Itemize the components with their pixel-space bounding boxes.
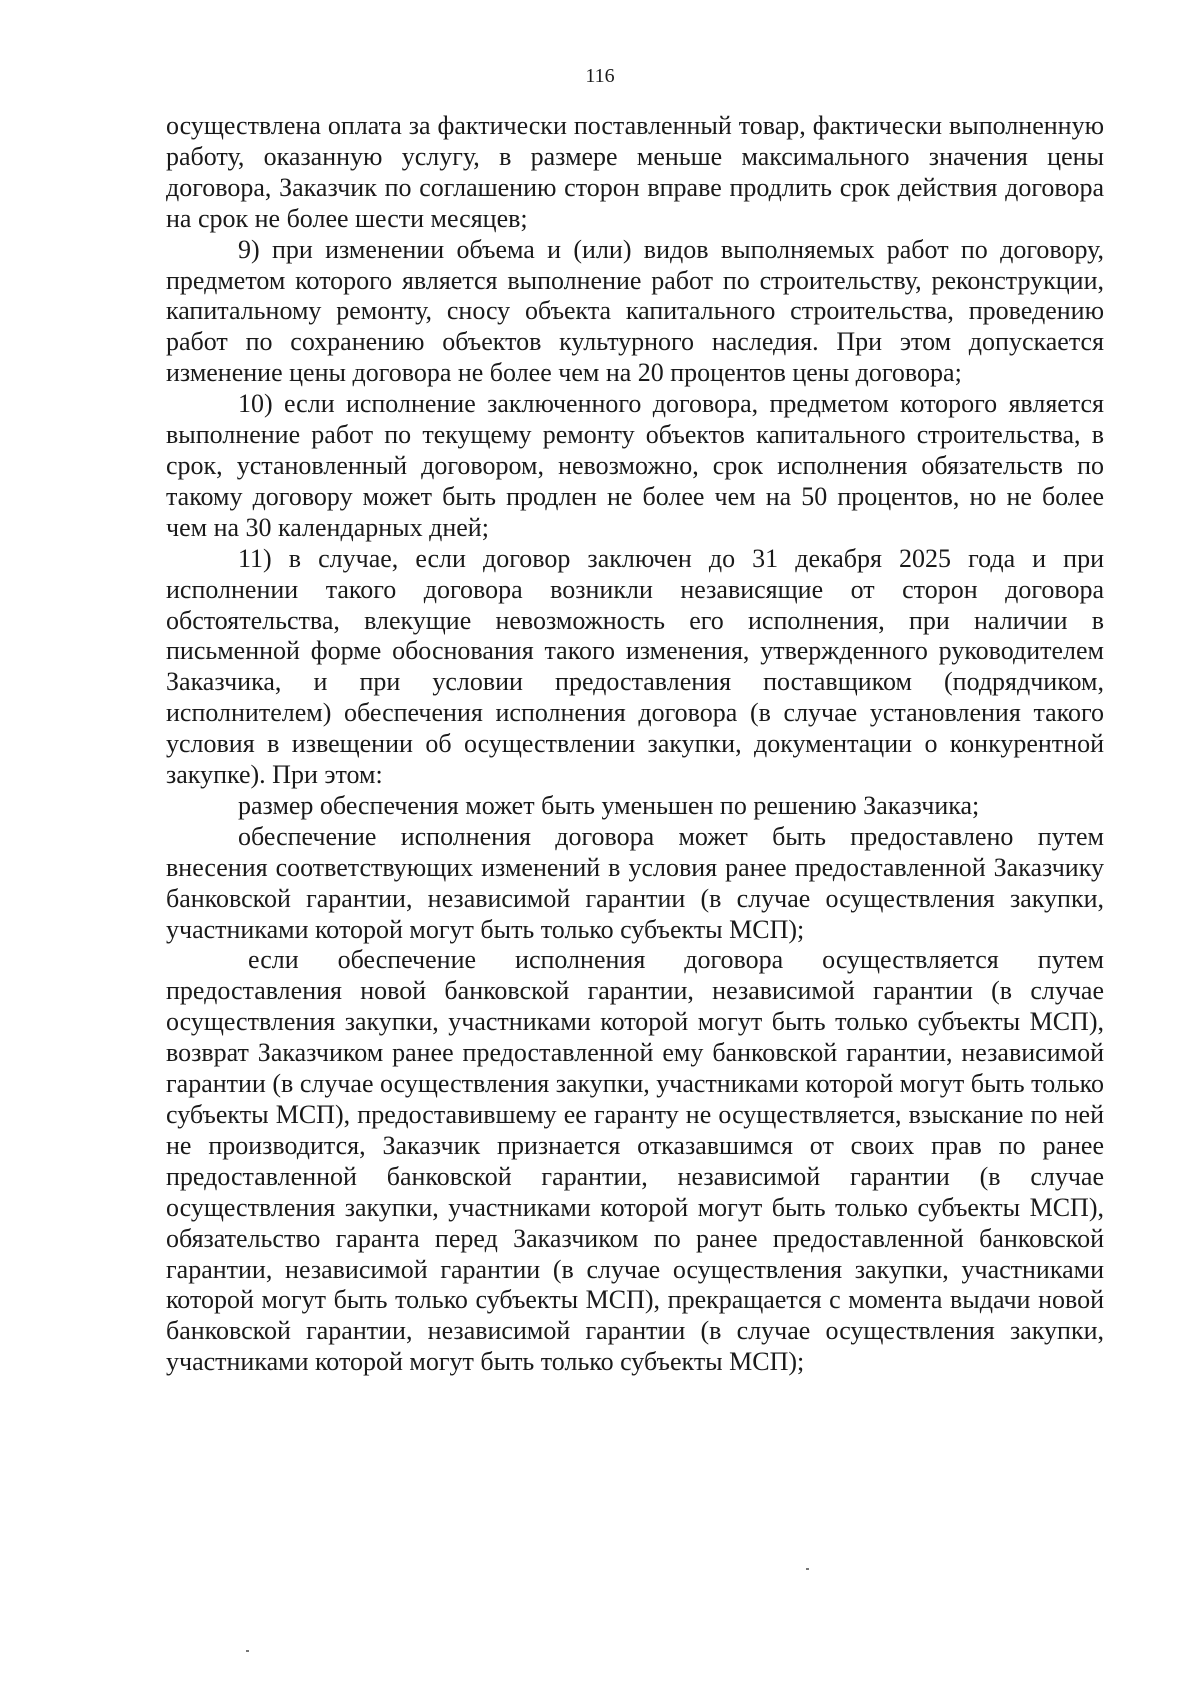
page-number: 116 xyxy=(585,65,615,87)
paragraph-item-11-amendment: обеспечение исполнения договора может быть предоставлено путем внесения соответствующих изменений в условия ранее предоставленной Заказчику банковской гарантии, независимой гарантии (в случае осуществления закупки, участниками которой могут быть только субъекты МСП); xyxy=(166,821,1104,944)
paragraph-item-11-new-guarantee: если обеспечение исполнения договора осуществляется путем предоставления новой банковской гарантии, независимой гарантии (в случае осуществления закупки, участниками которой могут быть только субъекты МСП), возврат Заказчиком ранее предоставленной ему банковской гарантии, независимой гарантии (в случае осуществления закупки, участниками которой могут быть только субъекты МСП), предоставившему ее гаранту не осуществляется, взыскание по ней не производится, Заказчик признается отказавшимся от своих прав по ранее предоставленной банковской гарантии, независимой гарантии (в случае осуществления закупки, участниками которой могут быть только субъекты МСП), обязательство гаранта перед Заказчиком по ранее предоставленной банковской гарантии, независимой гарантии (в случае осуществления закупки, участниками которой могут быть только субъекты МСП), прекращается с момента выдачи новой банковской гарантии, независимой гарантии (в случае осуществления закупки, участниками которой могут быть только субъекты МСП); xyxy=(166,945,1104,1377)
paragraph-item-11-reduction: размер обеспечения может быть уменьшен по решению Заказчика; xyxy=(238,790,980,820)
paragraph-item-10: 10) если исполнение заключенного договора, предметом которого является выполнение работ по текущему ремонту объектов капитального строительства, в срок, установленный договором, невозможно, срок исполнения обязательств по такому договору может быть продлен не более чем на 50 процентов, но не более чем на 30 календарных дней; xyxy=(166,389,1104,542)
scan-speck xyxy=(246,1650,249,1652)
paragraph-item-9: 9) при изменении объема и (или) видов выполняемых работ по договору, предметом которого является выполнение работ по строительству, реконструкции, капитальному ремонту, сносу объекта капитального строительства, проведению работ по сохранению объектов культурного наследия. При этом допускается изменение цены договора не более чем на 20 процентов цены договора; xyxy=(166,234,1104,388)
scan-speck xyxy=(806,1568,809,1570)
paragraph-continuation: осуществлена оплата за фактически поставленный товар, фактически выполненную работу, оказанную услугу, в размере меньше максимального значения цены договора, Заказчик по соглашению сторон вправе продлить срок действия договора на срок не более шести месяцев; xyxy=(166,111,1104,233)
body-text xyxy=(166,111,1104,1378)
paragraph-item-11: 11) в случае, если договор заключен до 31 декабря 2025 года и при исполнении такого договора возникли независящие от сторон договора обстоятельства, влекущие невозможность его исполнения, при наличии в письменной форме обоснования такого изменения, утвержденного руководителем Заказчика, и при условии предоставления поставщиком (подрядчиком, исполнителем) обеспечения исполнения договора (в случае установления такого условия в извещении об осуществлении закупки, документации о конкурентной закупке). При этом: xyxy=(166,543,1104,790)
